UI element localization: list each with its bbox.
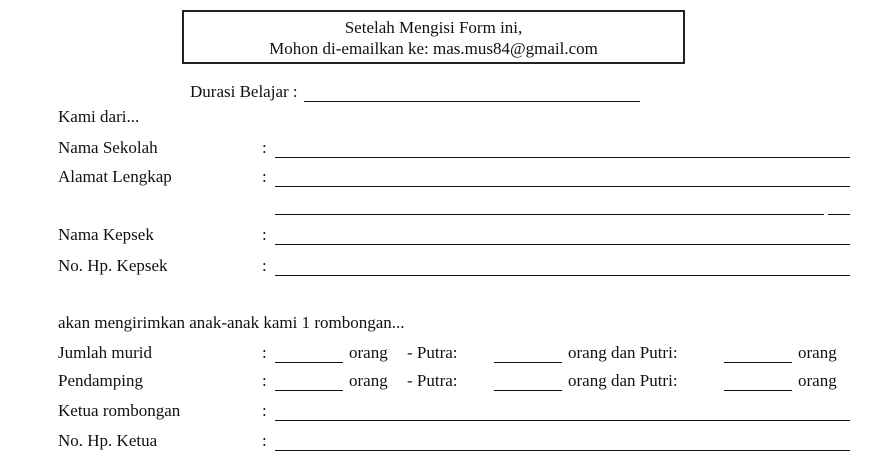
colon: :	[262, 343, 267, 362]
unit-orang: orang	[798, 343, 837, 362]
email-notice-box	[182, 10, 685, 64]
ketua-rombongan-field[interactable]	[275, 401, 850, 421]
hp-kepsek-label: No. Hp. Kepsek	[58, 256, 168, 275]
durasi-belajar-label: Durasi Belajar :	[190, 82, 298, 101]
durasi-belajar-row	[190, 80, 640, 102]
unit-orang: orang	[349, 343, 388, 362]
colon: :	[262, 371, 267, 390]
alamat-lengkap-label: Alamat Lengkap	[58, 167, 172, 186]
putra-label: - Putra:	[407, 371, 458, 390]
putri-label: orang dan Putri:	[568, 343, 678, 362]
notice-line-1: Setelah Mengisi Form ini,	[344, 18, 523, 37]
pendamping-total-field[interactable]	[275, 371, 343, 391]
colon: :	[262, 431, 267, 450]
pendamping-putra-field[interactable]	[494, 371, 562, 391]
jumlah-murid-row	[58, 343, 858, 365]
jumlah-murid-label: Jumlah murid	[58, 343, 152, 362]
nama-sekolah-label: Nama Sekolah	[58, 138, 158, 157]
pendamping-putri-field[interactable]	[724, 371, 792, 391]
line-gap	[824, 214, 828, 216]
hp-ketua-field[interactable]	[275, 431, 850, 451]
nama-sekolah-row	[58, 138, 858, 160]
colon: :	[262, 401, 267, 420]
ketua-rombongan-row	[58, 401, 858, 423]
durasi-belajar-field[interactable]	[304, 83, 640, 102]
unit-orang: orang	[798, 371, 837, 390]
colon: :	[262, 167, 267, 186]
pendamping-label: Pendamping	[58, 371, 143, 390]
jumlah-murid-putra-field[interactable]	[494, 343, 562, 363]
jumlah-murid-putri-field[interactable]	[724, 343, 792, 363]
ketua-rombongan-label: Ketua rombongan	[58, 401, 181, 420]
colon: :	[262, 138, 267, 157]
colon: :	[262, 256, 267, 275]
notice-line-2: Mohon di-emailkan ke: mas.mus84@gmail.com	[269, 39, 598, 58]
jumlah-murid-total-field[interactable]	[275, 343, 343, 363]
pendamping-row	[58, 371, 858, 393]
alamat-lengkap-row	[58, 167, 858, 189]
alamat-lengkap-field[interactable]	[275, 167, 850, 187]
hp-kepsek-row	[58, 256, 858, 278]
nama-kepsek-row	[58, 225, 858, 247]
rombongan-intro-text: akan mengirimkan anak-anak kami 1 rombongan...	[58, 313, 405, 332]
hp-kepsek-field[interactable]	[275, 256, 850, 276]
intro-text: Kami dari...	[58, 107, 140, 126]
putra-label: - Putra:	[407, 343, 458, 362]
nama-kepsek-label: Nama Kepsek	[58, 225, 154, 244]
putri-label: orang dan Putri:	[568, 371, 678, 390]
hp-ketua-row	[58, 431, 858, 453]
alamat-lengkap-field-line-2[interactable]	[275, 195, 850, 215]
unit-orang: orang	[349, 371, 388, 390]
nama-kepsek-field[interactable]	[275, 225, 850, 245]
colon: :	[262, 225, 267, 244]
hp-ketua-label: No. Hp. Ketua	[58, 431, 158, 450]
nama-sekolah-field[interactable]	[275, 138, 850, 158]
